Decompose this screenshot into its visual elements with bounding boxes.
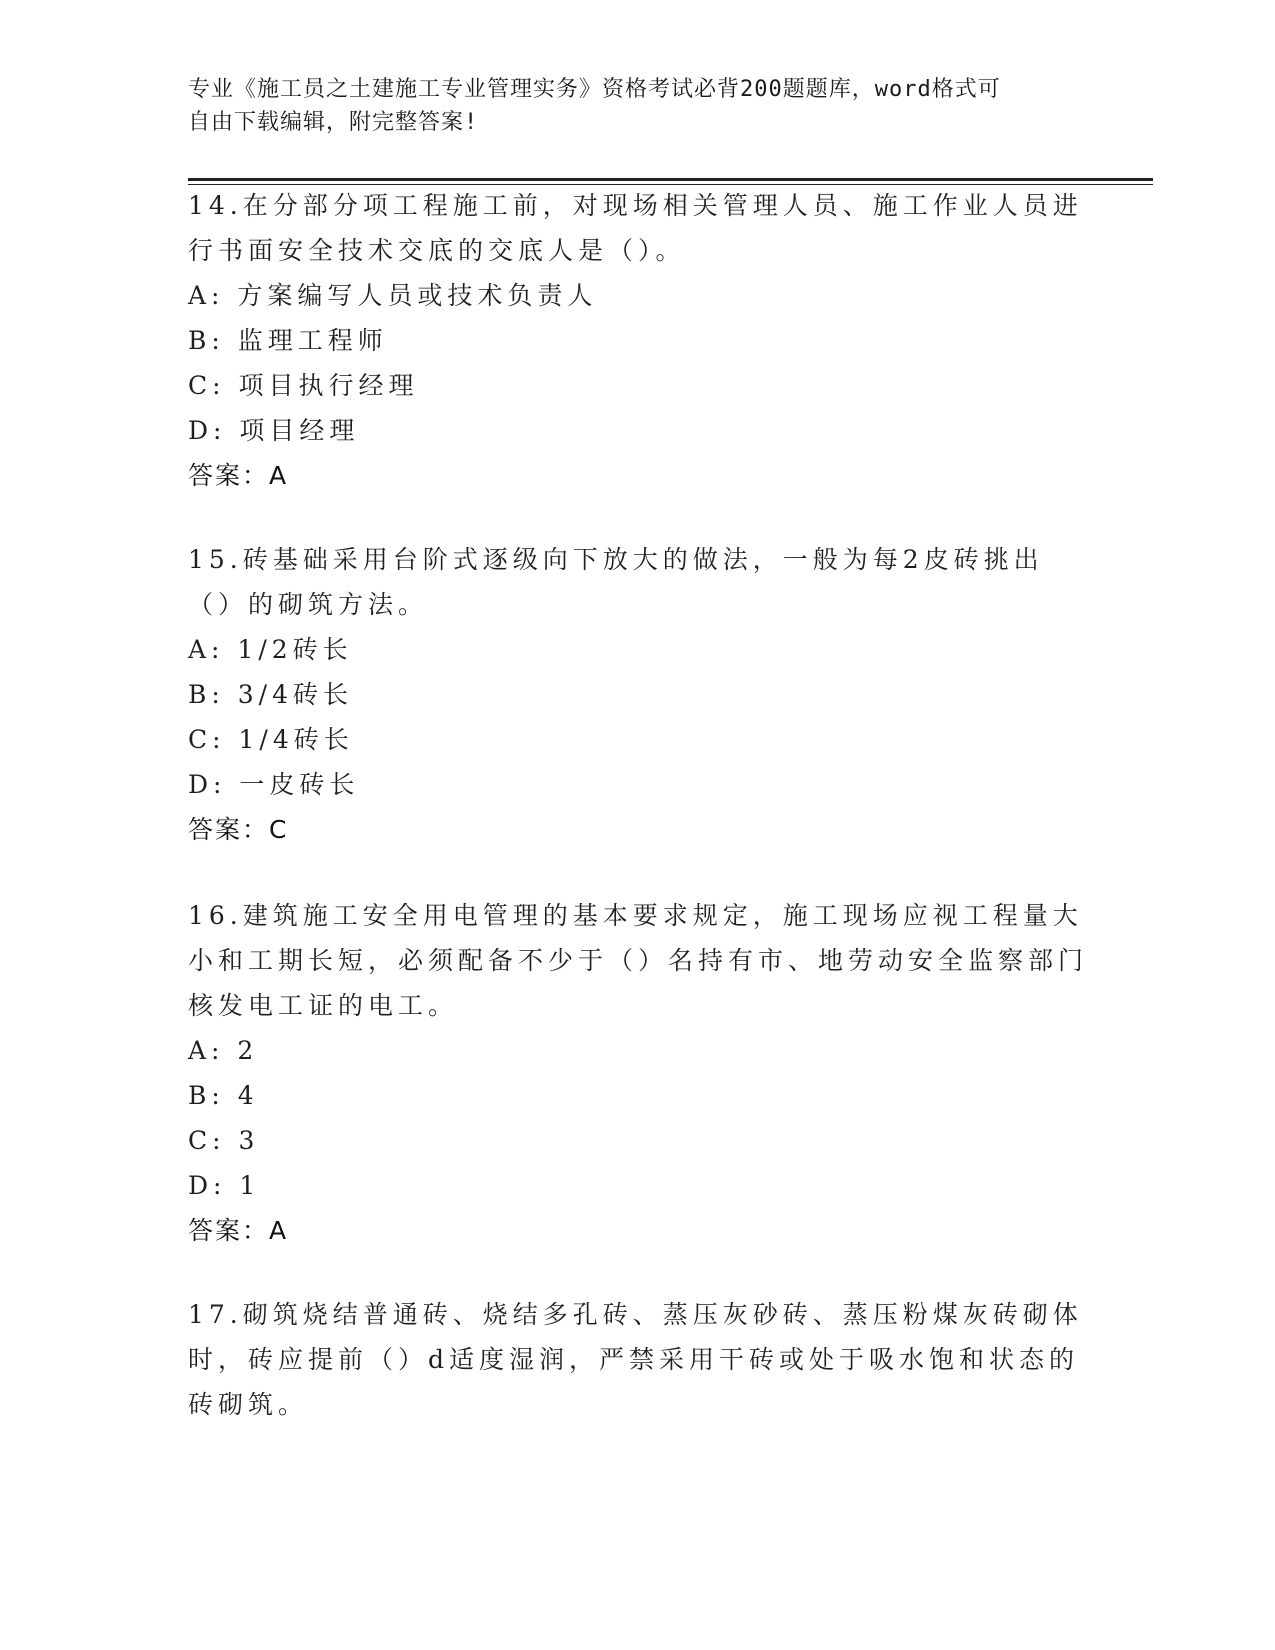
answer-line: 答案：A [188,1216,289,1245]
option-b: B: 4 [188,1081,259,1110]
option-b: B: 3/4砖长 [188,680,353,709]
header-title-line-2: 自由下载编辑，附完整答案! [188,110,479,135]
document-header [188,73,1068,139]
option-a: A: 1/2砖长 [188,635,353,664]
option-d: D: 1 [188,1171,261,1200]
option-c: C: 3 [188,1126,260,1155]
option-a: A: 2 [188,1036,259,1065]
question-17 [188,1292,1088,1427]
question-15 [188,537,1088,852]
question-16 [188,893,1088,1253]
question-stem: 17.砌筑烧结普通砖、烧结多孔砖、蒸压灰砂砖、蒸压粉煤灰砖砌体时，砖应提前（）d适度湿润，严禁采用干砖或处于吸水饱和状态的砖砌筑。 [188,1300,1083,1419]
option-a: A: 方案编写人员或技术负责人 [188,281,598,310]
header-title-line-1: 专业《施工员之土建施工专业管理实务》资格考试必背200题题库，word格式可 [188,77,1001,102]
option-b: B: 监理工程师 [188,326,388,355]
option-d: D: 一皮砖长 [188,770,360,799]
answer-line: 答案：A [188,461,289,490]
option-c: C: 项目执行经理 [188,371,419,400]
answer-line: 答案：C [188,815,289,844]
question-14 [188,183,1088,498]
option-d: D: 项目经理 [188,416,360,445]
option-c: C: 1/4砖长 [188,725,354,754]
question-stem: 15.砖基础采用台阶式逐级向下放大的做法，一般为每2皮砖挑出（）的砌筑方法。 [188,545,1044,619]
question-stem: 14.在分部分项工程施工前，对现场相关管理人员、施工作业人员进行书面安全技术交底的交底人是（）。 [188,191,1083,265]
question-stem: 16.建筑施工安全用电管理的基本要求规定，施工现场应视工程量大小和工期长短，必须配备不少于（）名持有市、地劳动安全监察部门核发电工证的电工。 [188,901,1089,1020]
